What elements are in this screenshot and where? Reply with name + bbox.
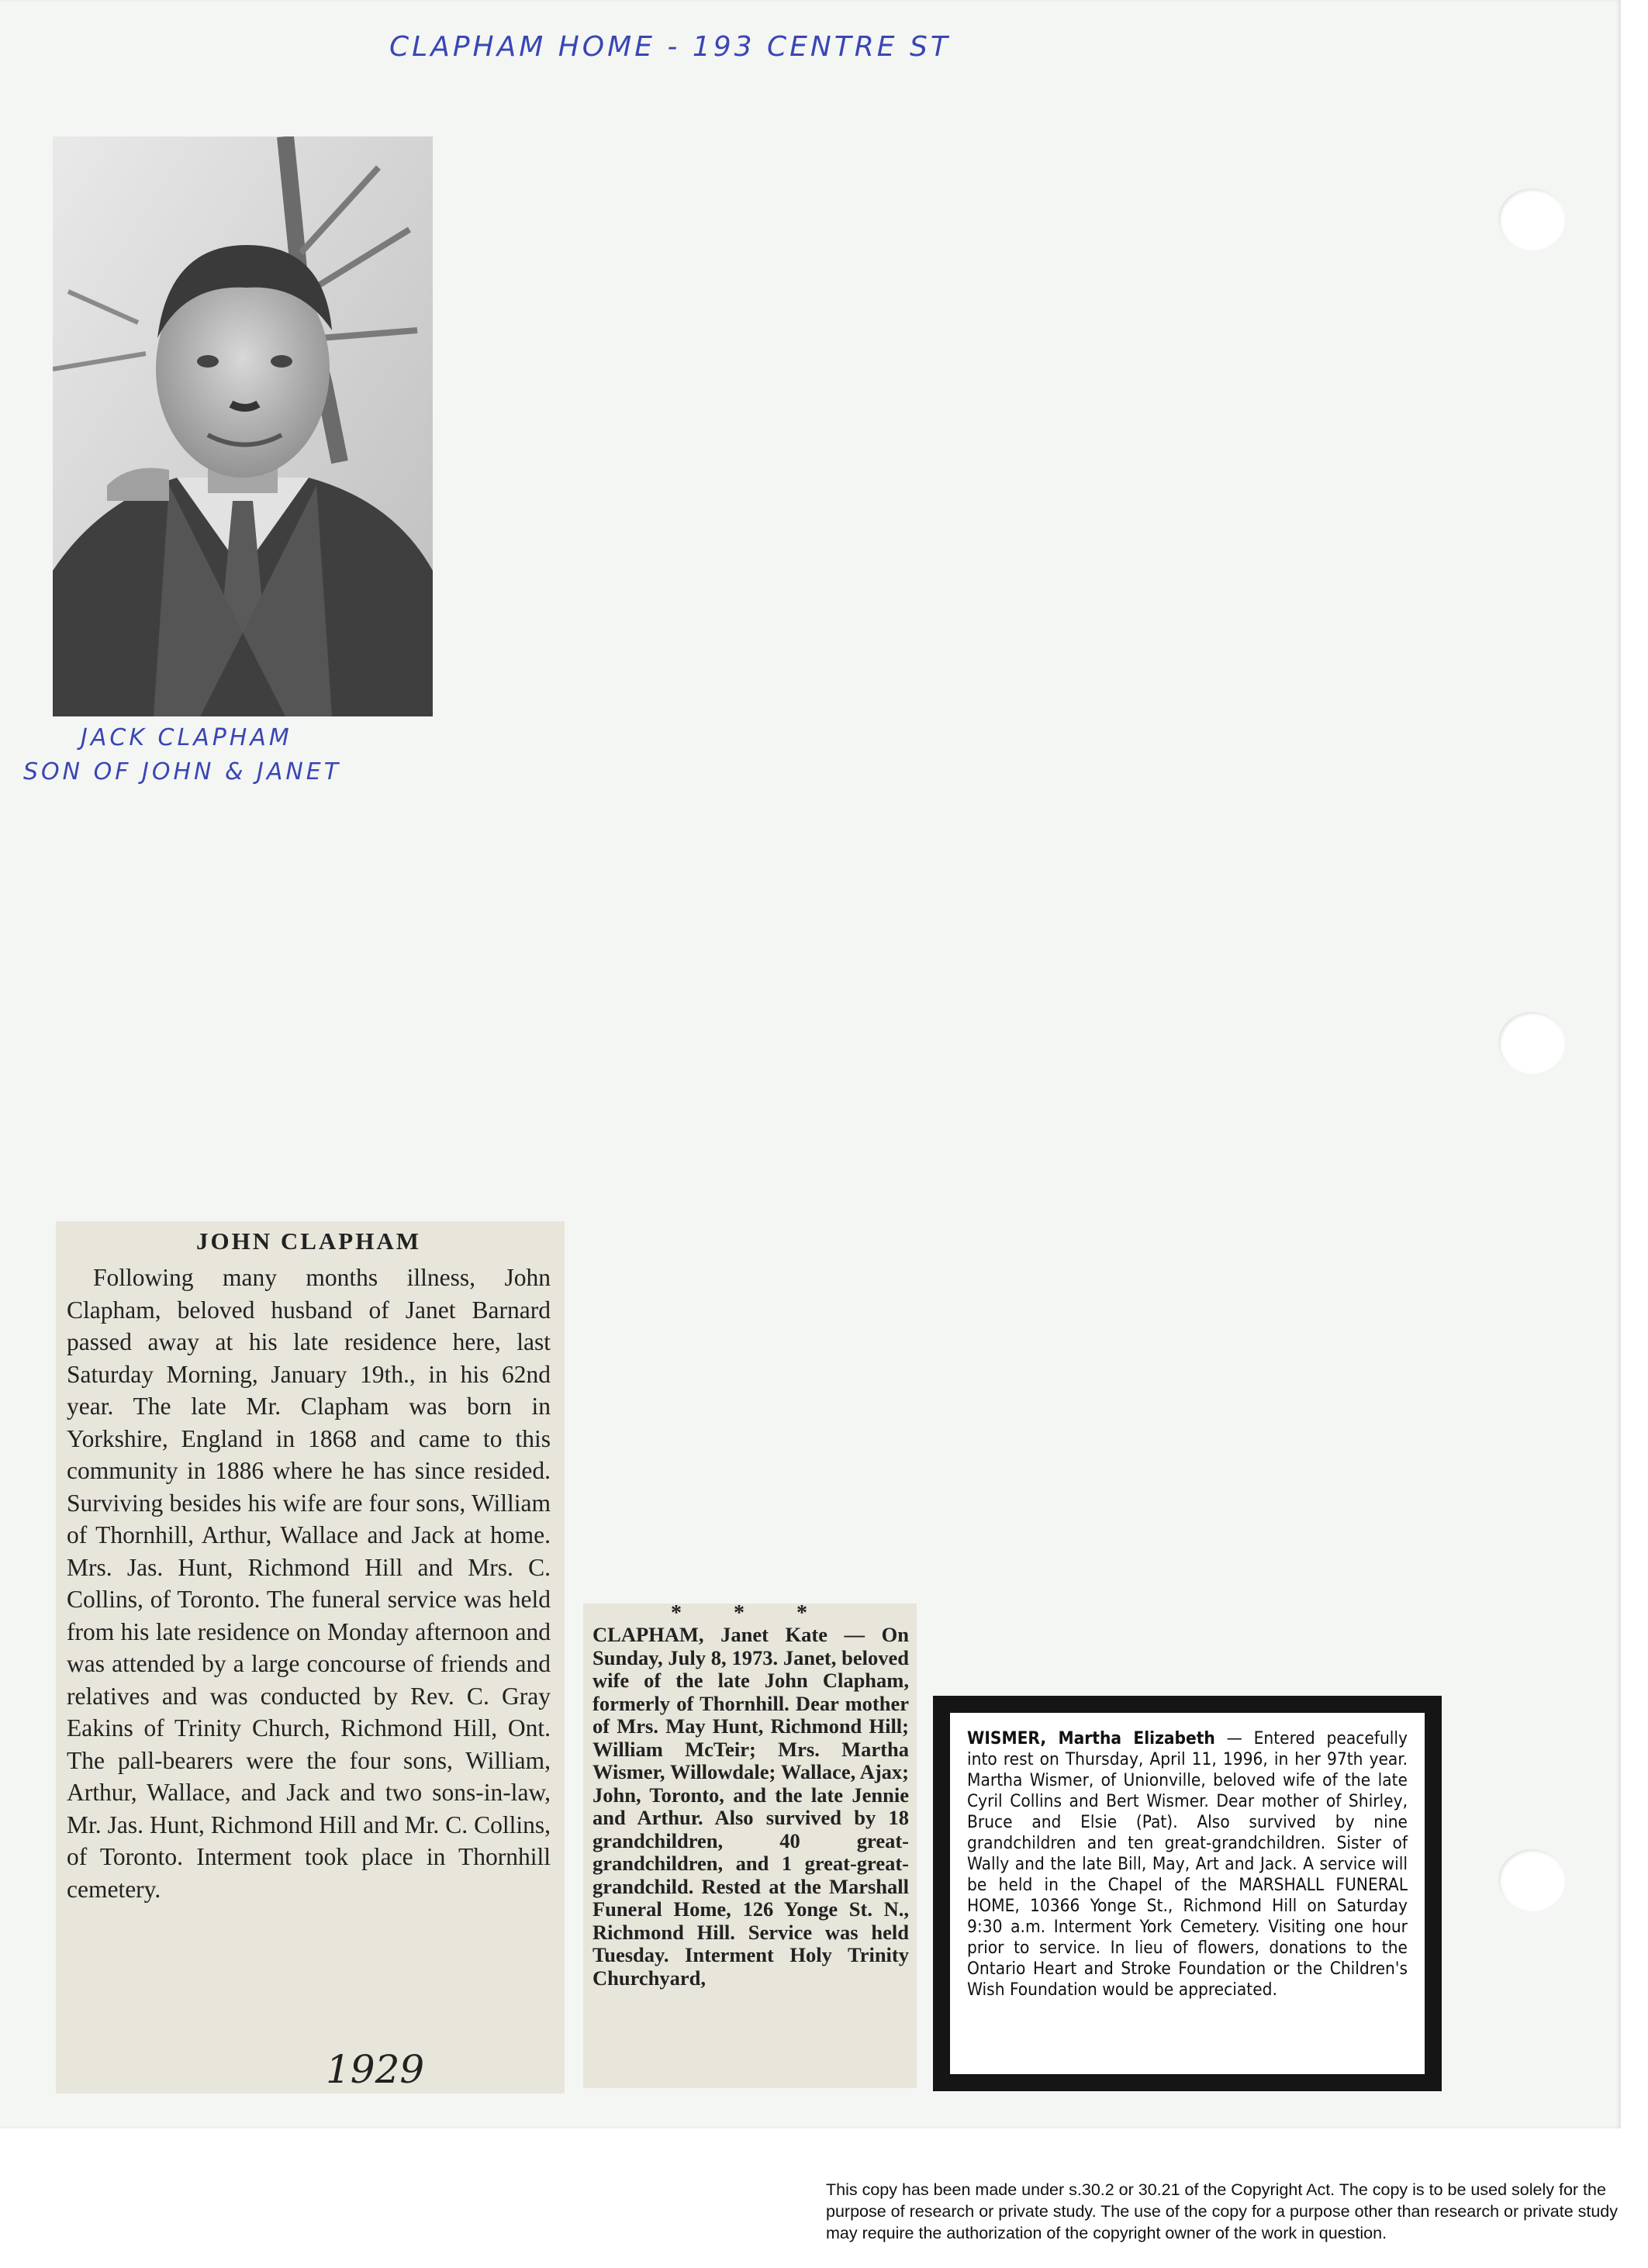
photo-caption-name: JACK CLAPHAM bbox=[81, 724, 292, 751]
portrait-illustration bbox=[53, 136, 433, 716]
clipping-wismer bbox=[933, 1696, 1442, 2091]
year-note: 1929 bbox=[326, 2047, 425, 2092]
portrait-photo bbox=[53, 136, 433, 716]
header-note: CLAPHAM HOME - 193 CENTRE ST bbox=[389, 31, 951, 63]
clipping-janet-clapham bbox=[583, 1603, 917, 2088]
photo-caption-relation: SON OF JOHN & JANET bbox=[23, 758, 342, 785]
binder-hole-top bbox=[1498, 188, 1565, 250]
clipping-wismer-name: WISMER, Martha Elizabeth bbox=[967, 1728, 1215, 1748]
clipping-john-body: Following many months illness, John Clapham, beloved husband of Janet Barnard passed away at his late residence here, last Saturday Morning, January 19th., in his 62nd year. The late Mr. Clapham was born in Yorkshire, England in 1868 and came to this community in 1886 where he has since resided. Surviving besides his wife are four sons, William of Thornhill, Arthur, Wallace and Jack at home. Mrs. Jas. Hunt, Richmond Hill and Mrs. C. Collins, of Toronto. The funeral service was held from his late residence on Monday afternoon and was attended by a large concourse of friends and relatives and was conducted by Rev. C. Gray Eakins of Trinity Church, Richmond Hill, Ont. The pall-bearers were the four sons, William, Arthur, Wallace, and Jack and two sons-in-law, Mr. Jas. Hunt, Richmond Hill and Mr. C. Collins, of Toronto. Interment took place in Thornhill cemetery. bbox=[67, 1264, 551, 1903]
clipping-wismer-body: — Entered peacefully into rest on Thursday, April 11, 1996, in her 97th year. Martha Wismer, of Unionville, beloved wife of the late Cyril Collins and Bert Wismer. Dear mother of Shirley, Bruce and Elsie (Pat). Also survived by nine grandchildren and ten great-grandchildren. Sister of Wally and the late Bill, May, Art and Jack. A service will be held in the Chapel of the MARSHALL FUNERAL HOME, 10366 Yonge St., Richmond Hill on Saturday 9:30 a.m. Interment York Cemetery. Visiting one hour prior to service. In lieu of flowers, donations to the Ontario Heart and Stroke Foundation or the Children's Wish Foundation would be appreciated. bbox=[967, 1728, 1408, 2000]
clipping-john-title: JOHN CLAPHAM bbox=[195, 1227, 421, 1255]
copyright-notice: This copy has been made under s.30.2 or 30.21 of the Copyright Act. The copy is to be used solely for the purpose of research or private study. The use of the copy for a purpose other than research or private study may require the authorization of the copyright owner of the work in question. bbox=[826, 2180, 1619, 2242]
binder-hole-middle bbox=[1498, 1012, 1565, 1074]
clipping-janet-stars: * * * bbox=[671, 1603, 831, 1625]
clipping-john-clapham bbox=[56, 1221, 565, 2094]
binder-hole-bottom bbox=[1498, 1849, 1565, 1911]
clipping-janet-body: CLAPHAM, Janet Kate — On Sunday, July 8, 1973. Janet, beloved wife of the late John Clapham, formerly of Thornhill. Dear mother of Mrs. May Hunt, Richmond Hill; William McTeir; Mrs. Martha Wismer, Willowdale; Wallace, Ajax; John, Toronto, and the late Jennie and Arthur. Also survived by 18 grandchildren, 40 great-grandchildren, and 1 great-great-grandchild. Rested at the Marshall Funeral Home, 126 Yonge St. N., Richmond Hill. Service was held Tuesday. Interment Holy Trinity Churchyard, bbox=[593, 1623, 909, 1990]
